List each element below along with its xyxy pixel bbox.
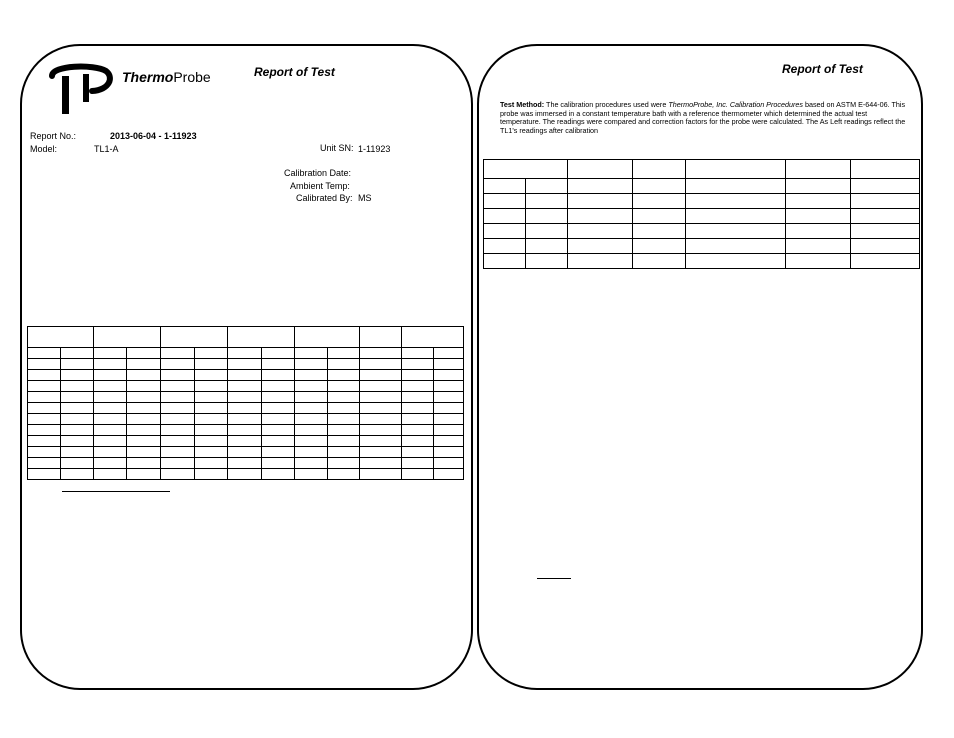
table-header-cell [484, 160, 568, 179]
table-row [484, 239, 920, 254]
table-header-cell [94, 327, 161, 348]
page-title: Report of Test [254, 65, 335, 79]
table-header-cell [568, 160, 633, 179]
table-row [28, 458, 464, 469]
test-method-paragraph [500, 101, 906, 135]
signature-line [62, 491, 170, 492]
table-header-cell [295, 327, 360, 348]
left-data-table [27, 326, 464, 480]
thermoprobe-logo-icon [46, 62, 114, 116]
table-row [28, 469, 464, 480]
table-header-cell [28, 327, 94, 348]
signature-line-right [537, 578, 571, 579]
table-row [28, 370, 464, 381]
table-header-cell [686, 160, 786, 179]
table-header-cell [402, 327, 464, 348]
report-no-value: 2013-06-04 - 1-11923 [110, 131, 197, 141]
report-no-label: Report No.: [30, 131, 77, 141]
model-label: Model: [30, 144, 58, 154]
table-row [28, 414, 464, 425]
table-header-cell [786, 160, 851, 179]
ambient-temp-label: Ambient Temp: [290, 181, 350, 191]
right-page-frame [477, 44, 923, 690]
table-row [28, 392, 464, 403]
right-data-table [483, 159, 920, 269]
table-row [28, 447, 464, 458]
test-method-label: Test Method: [500, 100, 545, 109]
table-row [484, 194, 920, 209]
table-row [28, 403, 464, 414]
test-method-text-2: based on ASTM E-644-06. This probe was immersed in a constant temperature bath with a reference thermometer which determined the actual test temperature. The readings were compared and correction factors for the probe were calculated. The As Left readings reflect the TL1's readings after calibration [500, 100, 906, 135]
table-row [28, 436, 464, 447]
calibrated-by-value: MS [358, 193, 372, 203]
brand-name-regular: Probe [173, 69, 211, 85]
table-row [484, 224, 920, 239]
table-header-cell [633, 160, 686, 179]
page-title-right: Report of Test [782, 62, 863, 76]
calibrated-by-label: Calibrated By: [296, 193, 353, 203]
table-row [28, 348, 464, 359]
model-value: TL1-A [94, 144, 119, 154]
table-row [484, 254, 920, 269]
unit-sn-label: Unit SN: [320, 143, 354, 153]
table-row [28, 381, 464, 392]
table-header-cell [851, 160, 920, 179]
test-method-italic: ThermoProbe, Inc. Calibration Procedures [668, 100, 803, 109]
brand-name-bold: Thermo [122, 69, 174, 85]
unit-sn-value: 1-11923 [358, 144, 391, 154]
table-row [484, 209, 920, 224]
table-header-cell [360, 327, 402, 348]
table-row [484, 179, 920, 194]
table-row [28, 425, 464, 436]
table-row [28, 359, 464, 370]
table-header-cell [228, 327, 295, 348]
brand-name [122, 69, 211, 85]
table-header-cell [161, 327, 228, 348]
calibration-date-label: Calibration Date: [284, 168, 352, 178]
test-method-text-1: The calibration procedures used were [544, 100, 669, 109]
